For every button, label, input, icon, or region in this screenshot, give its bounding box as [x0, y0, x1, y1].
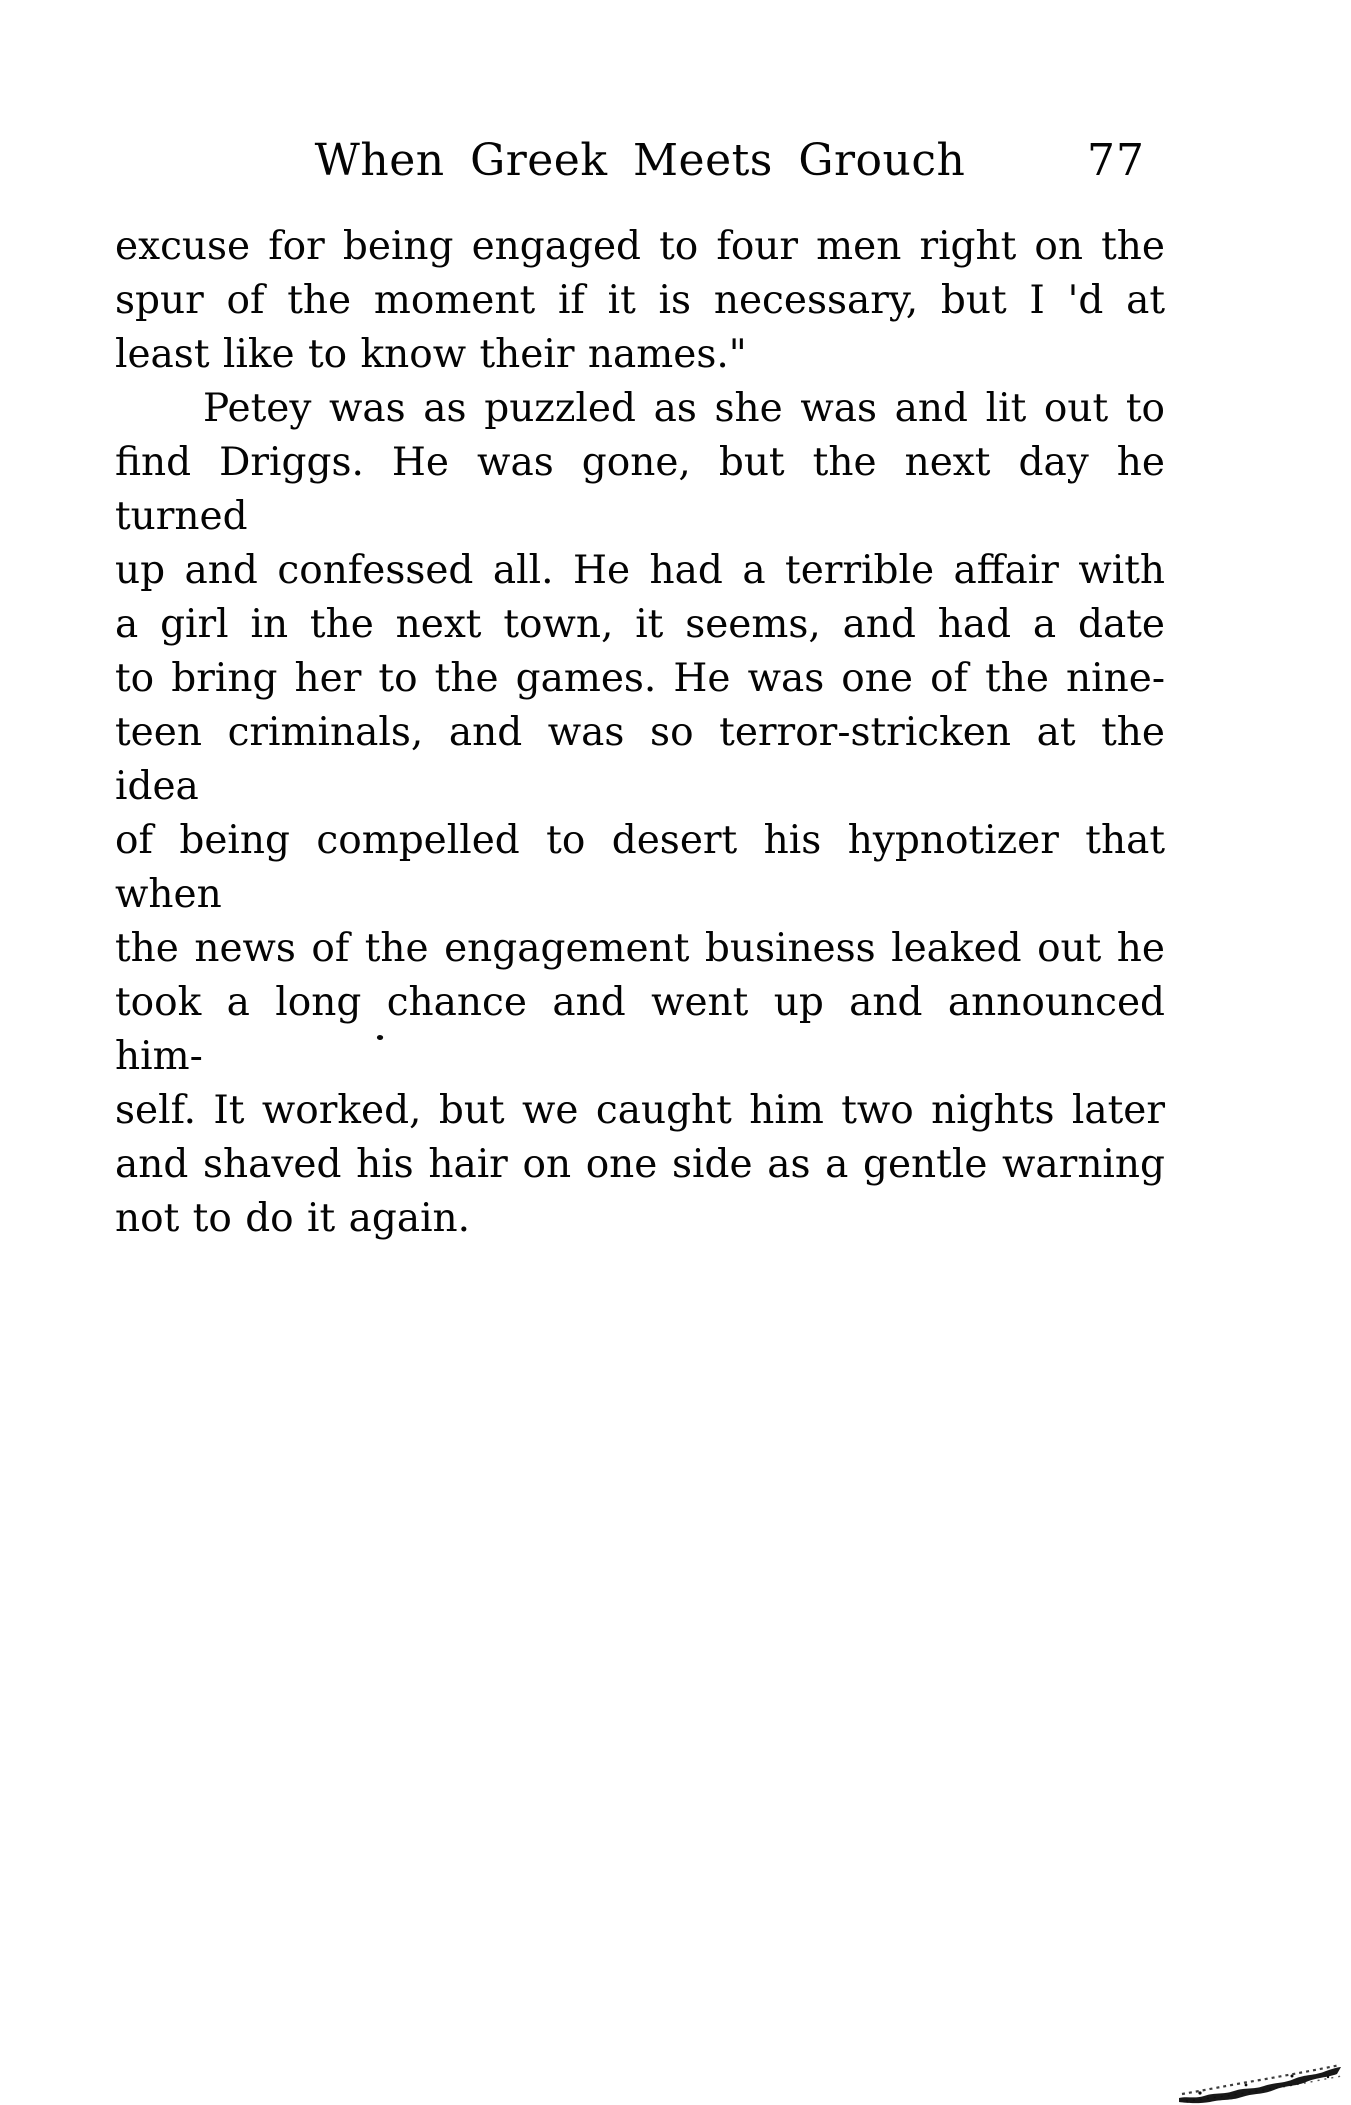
ink-smudge	[1176, 2060, 1344, 2104]
page-header	[115, 137, 1165, 193]
text-line: to bring her to the games. He was one of the nine-	[115, 656, 1165, 701]
paragraph	[115, 220, 1165, 382]
text-line: a girl in the next town, it seems, and had a date	[115, 602, 1165, 647]
running-title: When Greek Meets Grouch	[314, 135, 966, 186]
page-number: 77	[1087, 135, 1145, 186]
text-line: the news of the engagement business leaked out he	[115, 926, 1165, 971]
text-block	[115, 220, 1165, 1246]
paragraph	[115, 382, 1165, 1246]
text-line: spur of the moment if it is necessary, but I 'd at	[115, 278, 1165, 323]
text-line: not to do it again.	[115, 1196, 471, 1241]
text-line: teen criminals, and was so terror-stricken at the idea	[115, 710, 1165, 809]
text-line: self. It worked, but we caught him two nights later	[115, 1088, 1165, 1133]
text-line: Petey was as puzzled as she was and lit out to	[203, 386, 1165, 431]
text-line: took a long chance and went up and announced him-	[115, 980, 1165, 1079]
text-line: excuse for being engaged to four men right on the	[115, 224, 1165, 269]
text-line: up and confessed all. He had a terrible affair with	[115, 548, 1165, 593]
text-line: find Driggs. He was gone, but the next day he turned	[115, 440, 1165, 539]
text-line: and shaved his hair on one side as a gentle warning	[115, 1142, 1165, 1187]
text-line: of being compelled to desert his hypnotizer that when	[115, 818, 1165, 917]
text-line: least like to know their names."	[115, 332, 747, 377]
